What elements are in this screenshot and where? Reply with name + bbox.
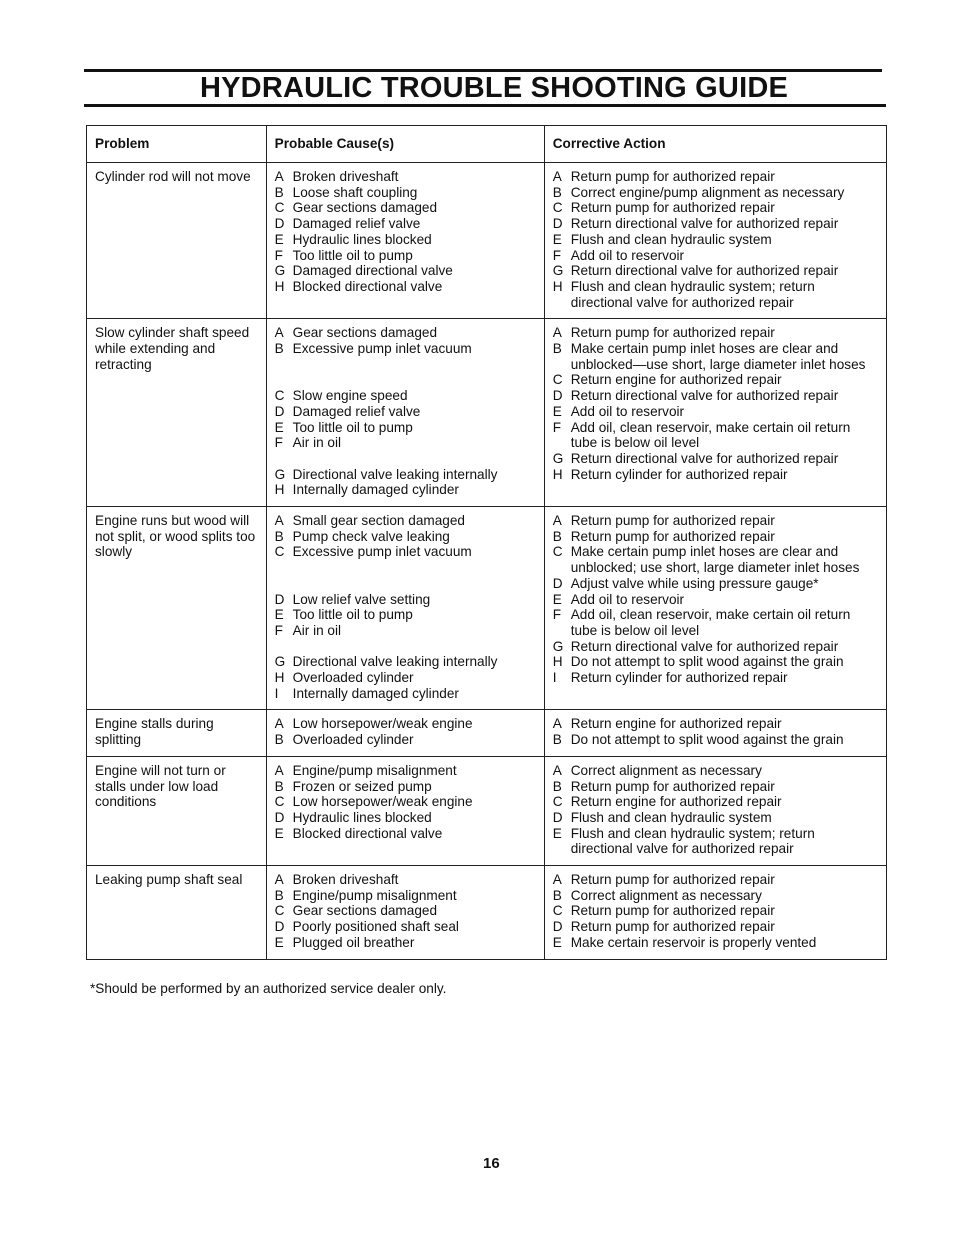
action-item [553, 794, 878, 810]
item-text: Return cylinder for authorized repair [570, 670, 788, 686]
item-text: Return engine for authorized repair [570, 372, 782, 388]
probable-causes-cell [266, 163, 544, 319]
action-item [553, 935, 878, 951]
problem-cell: Engine runs but wood will not split, or wood splits too slowly [87, 507, 267, 710]
action-item [553, 810, 878, 826]
item-letter: C [274, 388, 285, 404]
spacer [275, 560, 536, 591]
item-letter: C [274, 903, 285, 919]
item-text: Make certain pump inlet hoses are clear and unblocked—use short, large diameter inlet hoses [570, 341, 866, 372]
item-letter: C [274, 544, 285, 560]
item-letter: C [274, 200, 285, 216]
item-letter: A [552, 762, 562, 778]
cause-item [275, 404, 536, 420]
item-letter: I [552, 670, 557, 686]
item-letter: E [552, 934, 562, 950]
item-text: Excessive pump inlet vacuum [292, 544, 472, 560]
cause-item [275, 654, 536, 670]
corrective-actions-cell [544, 163, 886, 319]
item-letter: D [552, 388, 563, 404]
item-text: Do not attempt to split wood against the grain [570, 654, 844, 670]
item-letter: H [274, 278, 285, 294]
action-item [553, 826, 878, 857]
cause-item [275, 263, 536, 279]
item-text: Small gear section damaged [292, 513, 465, 529]
action-item [553, 216, 878, 232]
table-header-row [87, 126, 887, 163]
item-letter: G [552, 263, 564, 279]
item-letter: B [274, 184, 284, 200]
item-letter: E [552, 591, 562, 607]
item-letter: H [552, 278, 563, 294]
probable-causes-cell [266, 507, 544, 710]
title-rule-bottom [84, 104, 886, 107]
item-text: Internally damaged cylinder [292, 482, 459, 498]
item-text: Return engine for authorized repair [570, 716, 782, 732]
item-text: Broken driveshaft [292, 872, 399, 888]
cause-item [275, 810, 536, 826]
item-text: Damaged relief valve [292, 216, 421, 232]
item-text: Damaged relief valve [292, 403, 421, 419]
action-item [553, 404, 878, 420]
item-text: Return engine for authorized repair [570, 794, 782, 810]
item-letter: B [552, 887, 562, 903]
item-text: Return pump for authorized repair [570, 903, 775, 919]
item-letter: A [552, 325, 562, 341]
item-letter: A [274, 872, 284, 888]
action-item [553, 185, 878, 201]
item-text: Make certain reservoir is properly vented [570, 934, 817, 950]
item-text: Directional valve leaking internally [292, 654, 498, 670]
item-letter: E [552, 403, 562, 419]
action-item [553, 544, 878, 575]
action-item [553, 420, 878, 451]
problem-cell: Engine stalls during splitting [87, 710, 267, 756]
action-item [553, 592, 878, 608]
action-item [553, 341, 878, 372]
item-letter: E [552, 231, 562, 247]
item-text: Correct engine/pump alignment as necessary [570, 184, 845, 200]
cause-item [275, 482, 536, 498]
item-text: Plugged oil breather [292, 934, 415, 950]
item-text: Directional valve leaking internally [292, 466, 498, 482]
item-letter: G [274, 263, 286, 279]
corrective-actions-cell [544, 507, 886, 710]
item-text: Make certain pump inlet hoses are clear and unblocked; use short, large diameter inlet hoses [570, 544, 860, 576]
table-row [87, 866, 887, 960]
action-item [553, 529, 878, 545]
action-item [553, 388, 878, 404]
item-text: Damaged directional valve [292, 263, 453, 279]
item-text: Correct alignment as necessary [570, 762, 762, 778]
item-letter: F [274, 622, 283, 638]
table-row [87, 507, 887, 710]
item-text: Gear sections damaged [292, 325, 437, 341]
item-text: Slow engine speed [292, 388, 408, 404]
item-letter: C [552, 903, 563, 919]
item-text: Return directional valve for authorized repair [570, 263, 839, 279]
cause-item [275, 513, 536, 529]
footnote: *Should be performed by an authorized service dealer only. [90, 981, 447, 996]
item-text: Engine/pump misalignment [292, 887, 457, 903]
cause-item [275, 872, 536, 888]
item-letter: B [274, 732, 284, 748]
item-letter: A [552, 716, 562, 732]
corrective-actions-cell [544, 756, 886, 865]
cause-item [275, 623, 536, 639]
item-letter: A [552, 872, 562, 888]
item-letter: G [552, 450, 564, 466]
item-letter: H [274, 482, 285, 498]
action-item [553, 888, 878, 904]
probable-causes-cell [266, 319, 544, 507]
item-letter: D [552, 216, 563, 232]
header-corrective-action: Corrective Action [544, 126, 886, 163]
item-text: Add oil to reservoir [570, 247, 685, 263]
item-text: Return pump for authorized repair [570, 872, 775, 888]
corrective-actions-cell [544, 710, 886, 756]
action-item [553, 654, 878, 670]
item-text: Engine/pump misalignment [292, 762, 457, 778]
cause-item [275, 826, 536, 842]
action-item [553, 467, 878, 483]
cause-item [275, 185, 536, 201]
cause-item [275, 341, 536, 357]
cause-item [275, 169, 536, 185]
item-text: Poorly positioned shaft seal [292, 919, 459, 935]
item-letter: C [552, 372, 563, 388]
item-letter: G [274, 466, 286, 482]
action-item [553, 639, 878, 655]
table-row [87, 163, 887, 319]
item-text: Gear sections damaged [292, 903, 437, 919]
item-letter: A [274, 325, 284, 341]
problem-cell: Cylinder rod will not move [87, 163, 267, 319]
item-text: Gear sections damaged [292, 200, 437, 216]
corrective-actions-cell [544, 866, 886, 960]
item-text: Frozen or seized pump [292, 778, 432, 794]
cause-item [275, 279, 536, 295]
item-text: Too little oil to pump [292, 247, 413, 263]
cause-item [275, 732, 536, 748]
item-text: Return pump for authorized repair [570, 200, 775, 216]
item-letter: D [552, 919, 563, 935]
header-problem: Problem [87, 126, 267, 163]
cause-item [275, 670, 536, 686]
cause-item [275, 607, 536, 623]
action-item [553, 763, 878, 779]
action-item [553, 716, 878, 732]
action-item [553, 903, 878, 919]
item-letter: C [552, 544, 563, 560]
action-item [553, 779, 878, 795]
cause-item [275, 888, 536, 904]
item-letter: F [552, 247, 562, 263]
item-letter: E [274, 231, 284, 247]
item-letter: C [552, 794, 563, 810]
action-item [553, 263, 878, 279]
page-title: HYDRAULIC TROUBLE SHOOTING GUIDE [200, 72, 789, 104]
item-letter: A [552, 513, 562, 529]
item-text: Return directional valve for authorized repair [570, 638, 839, 654]
item-letter: D [274, 216, 285, 232]
action-item [553, 919, 878, 935]
problem-cell: Leaking pump shaft seal [87, 866, 267, 960]
action-item [553, 169, 878, 185]
item-text: Return directional valve for authorized repair [570, 450, 839, 466]
item-text: Return pump for authorized repair [570, 919, 775, 935]
page-number: 16 [483, 1155, 500, 1172]
action-item [553, 325, 878, 341]
item-letter: F [274, 435, 283, 451]
item-letter: D [274, 919, 285, 935]
cause-item [275, 216, 536, 232]
item-letter: E [274, 607, 284, 623]
item-letter: D [274, 591, 285, 607]
item-text: Internally damaged cylinder [292, 685, 459, 701]
item-letter: D [274, 809, 285, 825]
item-letter: B [274, 778, 284, 794]
item-letter: B [552, 184, 562, 200]
item-text: Blocked directional valve [292, 278, 443, 294]
item-letter: F [552, 607, 562, 623]
spacer [275, 357, 536, 388]
action-item [553, 576, 878, 592]
item-letter: G [274, 654, 286, 670]
item-text: Low horsepower/weak engine [292, 716, 473, 732]
item-text: Return pump for authorized repair [570, 325, 775, 341]
item-letter: G [552, 638, 564, 654]
item-text: Broken driveshaft [292, 169, 399, 184]
item-letter: H [552, 466, 563, 482]
cause-item [275, 779, 536, 795]
item-text: Air in oil [292, 435, 342, 451]
item-text: Excessive pump inlet vacuum [292, 341, 472, 357]
header-probable-causes: Probable Cause(s) [266, 126, 544, 163]
item-text: Flush and clean hydraulic system [570, 231, 772, 247]
item-text: Return directional valve for authorized repair [570, 216, 839, 232]
item-letter: B [552, 528, 562, 544]
item-text: Return cylinder for authorized repair [570, 466, 788, 482]
item-letter: B [552, 341, 562, 357]
probable-causes-cell [266, 866, 544, 960]
action-item [553, 248, 878, 264]
item-text: Add oil to reservoir [570, 591, 685, 607]
item-text: Loose shaft coupling [292, 184, 418, 200]
item-text: Add oil to reservoir [570, 403, 685, 419]
action-item [553, 232, 878, 248]
problem-cell: Engine will not turn or stalls under low load conditions [87, 756, 267, 865]
item-letter: B [552, 732, 562, 748]
probable-causes-cell [266, 710, 544, 756]
cause-item [275, 794, 536, 810]
item-text: Add oil, clean reservoir, make certain oil return tube is below oil level [570, 607, 851, 638]
cause-item [275, 903, 536, 919]
item-letter: C [552, 200, 563, 216]
item-letter: E [274, 934, 284, 950]
item-text: Return pump for authorized repair [570, 778, 775, 794]
item-text: Too little oil to pump [292, 419, 413, 435]
item-letter: A [552, 169, 562, 184]
cause-item [275, 592, 536, 608]
cause-item [275, 935, 536, 951]
table-row [87, 319, 887, 507]
item-text: Hydraulic lines blocked [292, 231, 432, 247]
item-text: Return pump for authorized repair [570, 513, 775, 529]
item-text: Flush and clean hydraulic system [570, 809, 772, 825]
item-letter: E [274, 419, 284, 435]
item-letter: B [274, 341, 284, 357]
spacer [275, 451, 536, 467]
action-item [553, 732, 878, 748]
item-text: Low relief valve setting [292, 591, 431, 607]
item-text: Adjust valve while using pressure gauge* [570, 575, 819, 591]
problem-cell: Slow cylinder shaft speed while extending and retracting [87, 319, 267, 507]
item-text: Low horsepower/weak engine [292, 794, 473, 810]
action-item [553, 872, 878, 888]
spacer [275, 639, 536, 655]
item-text: Air in oil [292, 622, 342, 638]
item-letter: A [274, 762, 284, 778]
item-text: Overloaded cylinder [292, 670, 414, 686]
action-item [553, 279, 878, 310]
item-letter: A [274, 169, 284, 184]
cause-item [275, 716, 536, 732]
cause-item [275, 763, 536, 779]
item-letter: D [274, 403, 285, 419]
item-letter: H [274, 670, 285, 686]
cause-item [275, 232, 536, 248]
item-text: Do not attempt to split wood against the grain [570, 732, 844, 748]
item-text: Blocked directional valve [292, 825, 443, 841]
table-row [87, 756, 887, 865]
cause-item [275, 435, 536, 451]
item-letter: A [274, 716, 284, 732]
item-letter: D [552, 575, 563, 591]
item-letter: E [274, 825, 284, 841]
table-row [87, 710, 887, 756]
item-letter: F [552, 419, 562, 435]
item-letter: B [274, 528, 284, 544]
item-text: Pump check valve leaking [292, 528, 450, 544]
item-text: Flush and clean hydraulic system; return directional valve for authorized repair [570, 825, 815, 857]
item-text: Too little oil to pump [292, 607, 413, 623]
trouble-shooting-table [86, 125, 887, 960]
item-text: Return directional valve for authorized repair [570, 388, 839, 404]
item-letter: B [274, 887, 284, 903]
item-text: Hydraulic lines blocked [292, 809, 432, 825]
action-item [553, 200, 878, 216]
item-text: Add oil, clean reservoir, make certain oil return tube is below oil level [570, 419, 851, 451]
item-letter: C [274, 794, 285, 810]
probable-causes-cell [266, 756, 544, 865]
action-item [553, 451, 878, 467]
cause-item [275, 686, 536, 702]
action-item [553, 607, 878, 638]
item-letter: I [274, 685, 279, 701]
cause-item [275, 529, 536, 545]
item-text: Overloaded cylinder [292, 732, 414, 748]
cause-item [275, 420, 536, 436]
cause-item [275, 467, 536, 483]
item-letter: H [552, 654, 563, 670]
item-text: Return pump for authorized repair [570, 169, 775, 184]
item-letter: A [274, 513, 284, 529]
item-text: Return pump for authorized repair [570, 528, 775, 544]
item-text: Correct alignment as necessary [570, 887, 762, 903]
item-text: Flush and clean hydraulic system; return directional valve for authorized repair [570, 278, 815, 310]
corrective-actions-cell [544, 319, 886, 507]
cause-item [275, 388, 536, 404]
cause-item [275, 919, 536, 935]
item-letter: E [552, 825, 562, 841]
item-letter: D [552, 809, 563, 825]
item-letter: B [552, 778, 562, 794]
action-item [553, 670, 878, 686]
cause-item [275, 325, 536, 341]
item-letter: F [274, 247, 283, 263]
action-item [553, 372, 878, 388]
cause-item [275, 544, 536, 560]
cause-item [275, 200, 536, 216]
cause-item [275, 248, 536, 264]
action-item [553, 513, 878, 529]
